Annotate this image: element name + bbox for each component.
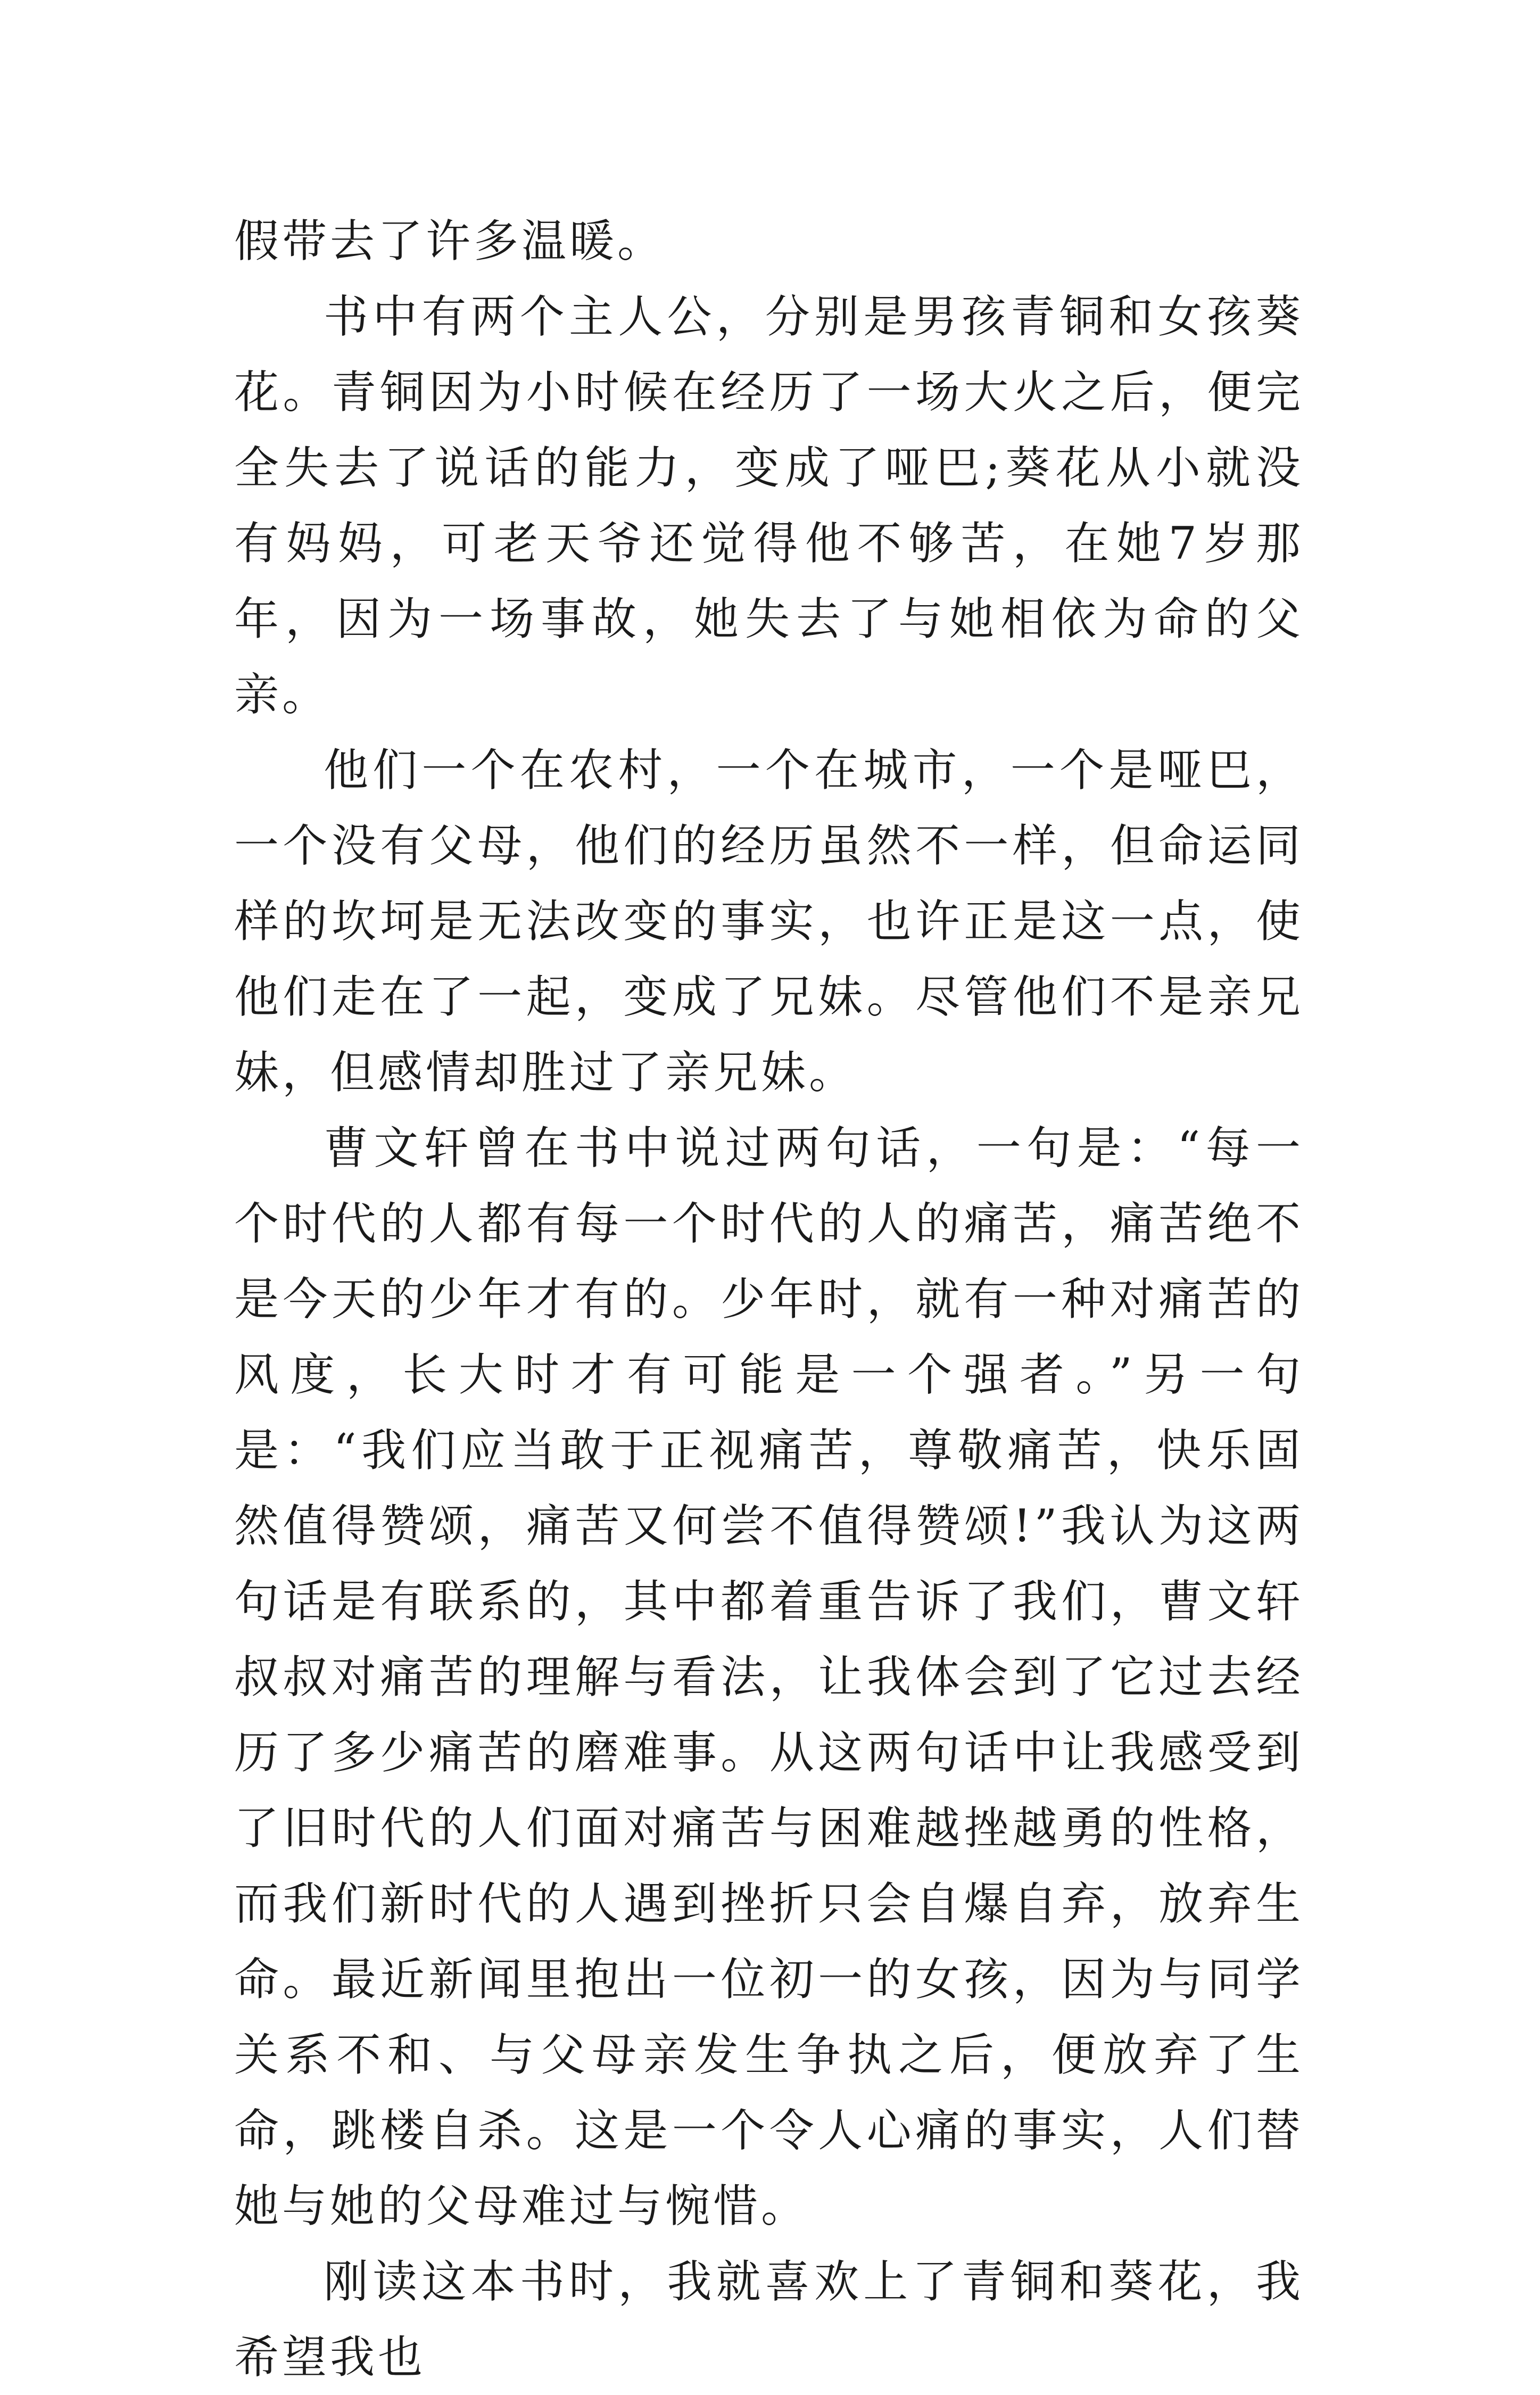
paragraph-reading: 刚读这本书时，我就喜欢上了青铜和葵花，我希望我也: [234, 2256, 1304, 2383]
document-body: [234, 203, 1304, 2395]
paragraph-siblings: 他们一个在农村，一个在城市，一个是哑巴，一个没有父母，他们的经历虽然不一样，但命运同样的坎坷是无法改变的事实，也许正是这一点，使他们走在了一起，变成了兄妹。尽管他们不是亲兄妹，但感情却胜过了亲兄妹。: [234, 744, 1304, 1099]
paragraph-continuation: 假带去了许多温暖。: [234, 215, 666, 267]
paragraph-protagonists: 书中有两个主人公，分别是男孩青铜和女孩葵花。青铜因为小时候在经历了一场大火之后，便完全失去了说话的能力，变成了哑巴;葵花从小就没有妈妈，可老天爷还觉得他不够苦，在她7岁那年，因为一场事故，她失去了与她相依为命的父亲。: [234, 291, 1304, 721]
paragraph-quotes: 曹文轩曾在书中说过两句话，一句是：“每一个时代的人都有每一个时代的人的痛苦，痛苦绝不是今天的少年才有的。少年时，就有一种对痛苦的风度，长大时才有可能是一个强者。”另一句是：“我们应当敢于正视痛苦，尊敬痛苦，快乐固然值得赞颂，痛苦又何尝不值得赞颂!”我认为这两句话是有联系的，其中都着重告诉了我们，曹文轩叔叔对痛苦的理解与看法，让我体会到了它过去经历了多少痛苦的磨难事。从这两句话中让我感受到了旧时代的人们面对痛苦与困难越挫越勇的性格，而我们新时代的人遇到挫折只会自爆自弃，放弃生命。最近新闻里抱出一位初一的女孩，因为与同学关系不和、与父母亲发生争执之后，便放弃了生命，跳楼自杀。这是一个令人心痛的事实，人们替她与她的父母难过与惋惜。: [234, 1122, 1304, 2232]
